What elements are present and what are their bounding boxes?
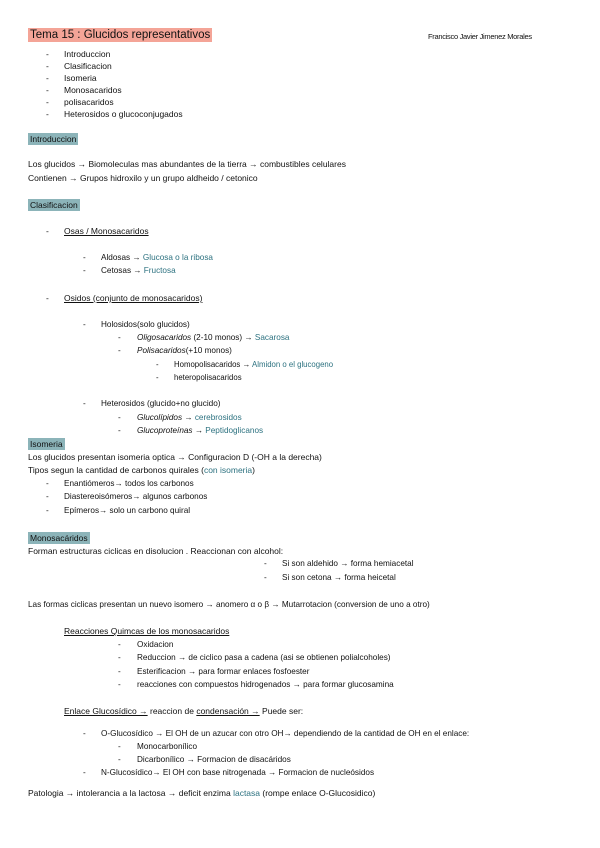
- cetona-line: Si son cetona → forma heicetal: [282, 573, 396, 582]
- bullet-dash: -: [46, 492, 49, 501]
- aldehido-line: Si son aldehido → forma hemiacetal: [282, 559, 414, 568]
- mutarrotacion-line: [28, 600, 430, 609]
- glucoprot-value: Peptidoglicanos: [205, 426, 264, 435]
- toc-item: Isomeria: [64, 73, 97, 83]
- reaccion-item: Reduccion → de ciclico pasa a cadena (asi se obtienen polialcoholes): [137, 653, 391, 662]
- toc-dash: -: [46, 73, 49, 83]
- oligo-rest: (2-10 monos) →: [193, 333, 253, 342]
- cetosas-line: [101, 266, 176, 275]
- toc-item: Clasificacion: [64, 61, 112, 71]
- bullet-dash: -: [118, 426, 121, 435]
- mutarrotacion-main: Las formas ciclicas presentan un nuevo isomero → anomero α o β → Mutarrotacion: [28, 600, 332, 609]
- osidos-heading: Osidos (conjunto de monosacaridos): [64, 293, 203, 303]
- bullet-dash: -: [118, 755, 121, 764]
- homopolisacaridos-line: [174, 360, 333, 369]
- glucolipidos-line: [137, 413, 242, 422]
- homo-value: Almidon o el glucogeno: [252, 360, 334, 369]
- reaccion-item: Oxidacion: [137, 640, 174, 649]
- toc-item: Introduccion: [64, 49, 111, 59]
- toc-dash: -: [46, 85, 49, 95]
- monosacaridos-line-1: Forman estructuras ciclicas en disolucion . Reaccionan con alcohol:: [28, 546, 284, 556]
- glucolip-value: cerebrosidos: [194, 413, 242, 422]
- enlace-condensacion: condensación →: [196, 706, 260, 716]
- bullet-dash: -: [118, 680, 121, 689]
- bullet-dash: -: [83, 768, 86, 777]
- reaccion-item: Esterificacion → para formar enlaces fosfoester: [137, 667, 310, 676]
- enlace-glucosidico-line: [64, 706, 303, 716]
- polisacaridos-line: [137, 346, 232, 355]
- toc-item: polisacaridos: [64, 97, 114, 107]
- glucolip-term: Glucolípidos: [137, 413, 183, 422]
- intro-line-1: Los glucidos → Biomoleculas mas abundantes de la tierra → combustibles celulares: [28, 159, 346, 169]
- glucoprot-arrow: →: [194, 426, 203, 435]
- enlace-reaccion: reaccion de: [150, 706, 194, 716]
- bullet-dash: -: [264, 573, 267, 582]
- cetosas-label: Cetosas →: [101, 266, 142, 275]
- section-heading-isomeria: Isomeria: [30, 439, 63, 449]
- isomeria-line-2c: ): [252, 465, 255, 475]
- isomeria-line-1: Los glucidos presentan isomeria optica → Configuracion D (-OH a la derecha): [28, 452, 322, 462]
- bullet-dash: -: [83, 253, 86, 262]
- bullet-dash: -: [264, 559, 267, 568]
- reaccion-item: reacciones con compuestos hidrogenados → para formar glucosamina: [137, 680, 394, 689]
- oligo-term: Oligosacaridos: [137, 333, 192, 342]
- glucoproteinas-line: [137, 426, 263, 435]
- heterosidos-line: Heterosidos (glucido+no glucido): [101, 399, 221, 408]
- bullet-dash: -: [46, 506, 49, 515]
- oligo-value: Sacarosa: [254, 333, 290, 342]
- bullet-dash: -: [118, 346, 121, 355]
- toc-dash: -: [46, 49, 49, 59]
- poli-rest: (+10 monos): [185, 346, 232, 355]
- isomeria-line-2: [28, 465, 255, 475]
- glucolip-arrow: →: [184, 413, 193, 422]
- intro-line-2: Contienen → Grupos hidroxilo y un grupo aldheido / cetonico: [28, 173, 258, 183]
- isomeria-line-2b: con isomeria: [203, 465, 253, 475]
- toc-item: Heterosidos o glucoconjugados: [64, 109, 183, 119]
- patologia-main: Patologia → intolerancia a la lactosa → deficit enzima: [28, 788, 231, 798]
- aldosas-value: Glucosa o la ribosa: [142, 253, 213, 262]
- bullet-dash: -: [46, 226, 49, 236]
- bullet-dash: -: [156, 360, 159, 369]
- document-title: Tema 15 : Glucidos representativos: [30, 29, 211, 41]
- section-heading-clasificacion: Clasificacion: [30, 200, 78, 210]
- bullet-dash: -: [83, 729, 86, 738]
- section-heading-introduccion: Introduccion: [30, 134, 77, 144]
- enlace-puede-ser: Puede ser:: [262, 706, 304, 716]
- bullet-dash: -: [156, 373, 159, 382]
- author-name: Francisco Javier Jimenez Morales: [428, 32, 532, 41]
- aldosas-label: Aldosas →: [101, 253, 141, 262]
- bullet-dash: -: [118, 653, 121, 662]
- toc-dash: -: [46, 109, 49, 119]
- isomeria-item: Enantiómeros→ todos los carbonos: [64, 479, 194, 488]
- bullet-dash: -: [83, 399, 86, 408]
- poli-term: Polisacaridos: [137, 346, 186, 355]
- bullet-dash: -: [83, 320, 86, 329]
- holosidos-line: Holosidos(solo glucidos): [101, 320, 190, 329]
- glucoprot-term: Glucoproteínas: [137, 426, 193, 435]
- cetosas-value: Fructosa: [143, 266, 176, 275]
- bullet-dash: -: [118, 333, 121, 342]
- bullet-dash: -: [118, 413, 121, 422]
- o-glucosidico-line: O-Glucosídico → El OH de un azucar con otro OH→ dependiendo de la cantidad de OH en el enlace:: [101, 729, 470, 738]
- bullet-dash: -: [118, 667, 121, 676]
- osas-heading: Osas / Monosacaridos: [64, 226, 149, 236]
- monocarbonilico-line: Monocarbonílico: [137, 742, 198, 751]
- oligosacaridos-line: [137, 333, 289, 342]
- bullet-dash: -: [118, 640, 121, 649]
- homo-label: Homopolisacaridos →: [174, 360, 251, 369]
- heteropolisacaridos-line: heteropolisacaridos: [174, 373, 242, 382]
- toc-dash: -: [46, 61, 49, 71]
- toc-dash: -: [46, 97, 49, 107]
- patologia-note: (rompe enlace O-Glucosidico): [262, 788, 376, 798]
- bullet-dash: -: [83, 266, 86, 275]
- patologia-line: [28, 788, 375, 798]
- dicarbonilico-line: Dicarbonílico → Formacion de disacáridos: [137, 755, 291, 764]
- reacciones-heading: Reacciones Quimcas de los monosacaridos: [64, 626, 230, 636]
- patologia-lactasa: lactasa: [233, 788, 261, 798]
- mutarrotacion-note: (conversion de uno a otro): [334, 600, 430, 609]
- section-heading-monosacaridos: Monosacáridos: [30, 533, 88, 543]
- isomeria-item: Diastereoisómeros→ algunos carbonos: [64, 492, 208, 501]
- aldosas-line: [101, 253, 213, 262]
- n-glucosidico-line: N-Glucosídico→ El OH con base nitrogenada → Formacion de nucleósidos: [101, 768, 375, 777]
- isomeria-line-2a: Tipos segun la cantidad de carbonos quirales (: [28, 465, 204, 475]
- bullet-dash: -: [118, 742, 121, 751]
- bullet-dash: -: [46, 293, 49, 303]
- toc-item: Monosacaridos: [64, 85, 122, 95]
- bullet-dash: -: [46, 479, 49, 488]
- isomeria-item: Epímeros→ solo un carbono quiral: [64, 506, 191, 515]
- enlace-term: Enlace Glucosídico →: [64, 706, 148, 716]
